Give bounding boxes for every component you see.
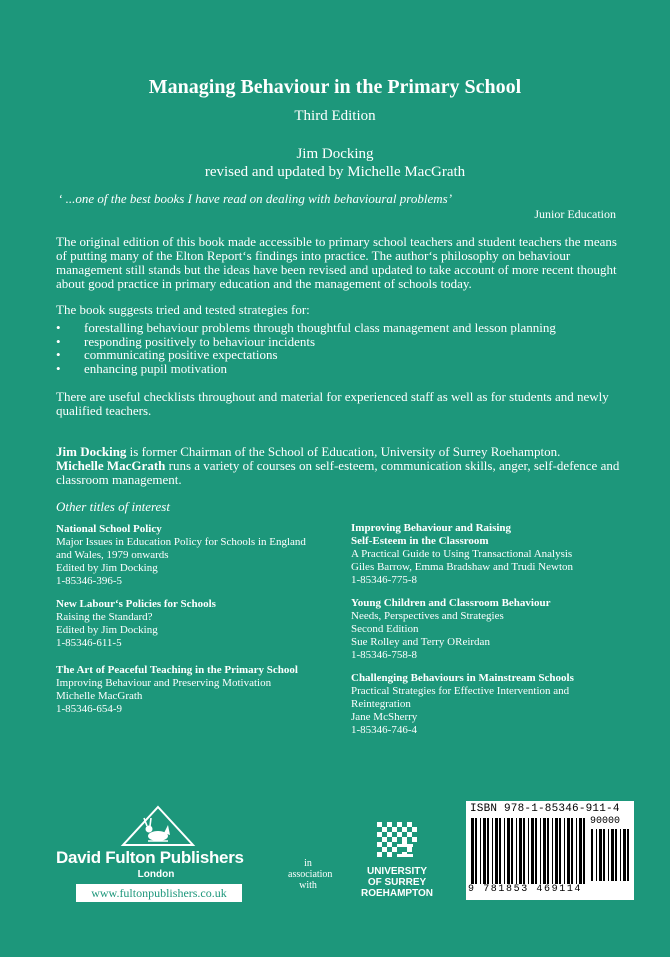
publisher-logo-icon xyxy=(120,805,196,852)
list-item: • enhancing pupil motivation xyxy=(56,360,227,376)
checklists-paragraph: There are useful checklists throughout and material for experienced staff as well as for students and newly qualified teachers. xyxy=(56,389,609,418)
author: Jim Docking xyxy=(296,146,374,162)
bullet-icon: • xyxy=(56,360,61,376)
edition: Third Edition xyxy=(294,108,376,124)
other-titles-heading: Other titles of interest xyxy=(56,499,170,514)
other-title-entry: The Art of Peaceful Teaching in the Primary School Improving Behaviour and Preserving Motivation Michelle MacGrath 1-85346-654-9 xyxy=(56,664,298,715)
bullet-icon: • xyxy=(56,347,61,362)
list-item: • forestalling behaviour problems through thoughtful class management and lesson planning xyxy=(56,320,556,335)
list-item: • responding positively to behaviour incidents xyxy=(56,333,316,349)
author-bio: Jim Docking is former Chairman of the School of Education, University of Surrey Roehampton. Michelle MacGrath runs a variety of courses on self-esteem, communication skills, anger, self-defence and classroom management. xyxy=(56,444,620,487)
price-code: 90000 xyxy=(590,816,621,827)
other-title-entry: Challenging Behaviours in Mainstream Schools Practical Strategies for Effective Intervention and Reintegration Jane McSherry 1-85346-746-4 xyxy=(351,672,574,736)
isbn-barcode xyxy=(466,801,634,900)
university-name: UNIVERSITY OF SURREY ROEHAMPTON xyxy=(360,866,434,899)
isbn-text: ISBN 978-1-85346-911-4 xyxy=(470,803,620,815)
other-title-entry: Young Children and Classroom Behaviour Needs, Perspectives and Strategies Second Edition Sue Rolley and Terry OReirdan 1-85346-758-8 xyxy=(351,597,551,661)
other-title-entry: New Labour‘s Policies for Schools Raising the Standard? Edited by Jim Docking 1-85346-611-5 xyxy=(56,598,216,649)
price-barcode-icon xyxy=(590,829,630,881)
association-text: in association with xyxy=(288,858,333,891)
bullet-icon: • xyxy=(56,333,61,349)
publisher-city: London xyxy=(137,869,175,880)
publisher-name: David Fulton Publishers xyxy=(56,848,244,867)
barcode-digits: 9 781853 469114 xyxy=(468,884,583,895)
strategies-intro: The book suggests tried and tested strategies for: xyxy=(56,302,310,317)
list-item: • communicating positive expectations xyxy=(56,347,278,362)
bio-name: Michelle MacGrath xyxy=(56,458,166,473)
publisher-url[interactable]: www.fultonpublishers.co.uk xyxy=(76,884,242,902)
bio-name: Jim Docking xyxy=(56,444,127,459)
book-title: Managing Behaviour in the Primary School xyxy=(148,76,522,98)
description-paragraph: The original edition of this book made accessible to primary school teachers and student teachers the means of putting many of the Elton Report‘s findings into practice. The author‘s philosophy on behaviour management still stands but the ideas have been revised and updated to take account of more recent thought about good practice in primary education and the management of schools today. xyxy=(56,234,617,291)
barcode-bars-icon xyxy=(470,818,586,884)
other-title-entry: National School Policy Major Issues in Education Policy for Schools in England and Wales, 1979 onwards Edited by Jim Docking 1-85346-396-5 xyxy=(56,523,306,587)
other-title-entry: Improving Behaviour and Raising Self-Esteem in the Classroom A Practical Guide to Using Transactional Analysis Giles Barrow, Emma Bradshaw and Trudi Newton 1-85346-775-8 xyxy=(351,522,574,586)
bullet-icon: • xyxy=(56,320,61,335)
reviser: revised and updated by Michelle MacGrath xyxy=(204,164,466,180)
university-logo-icon xyxy=(375,820,419,867)
review-quote: ‘ ...one of the best books I have read on dealing with behavioural problems’ xyxy=(58,191,453,206)
quote-source: Junior Education xyxy=(534,207,616,221)
strategy-list xyxy=(56,321,636,375)
